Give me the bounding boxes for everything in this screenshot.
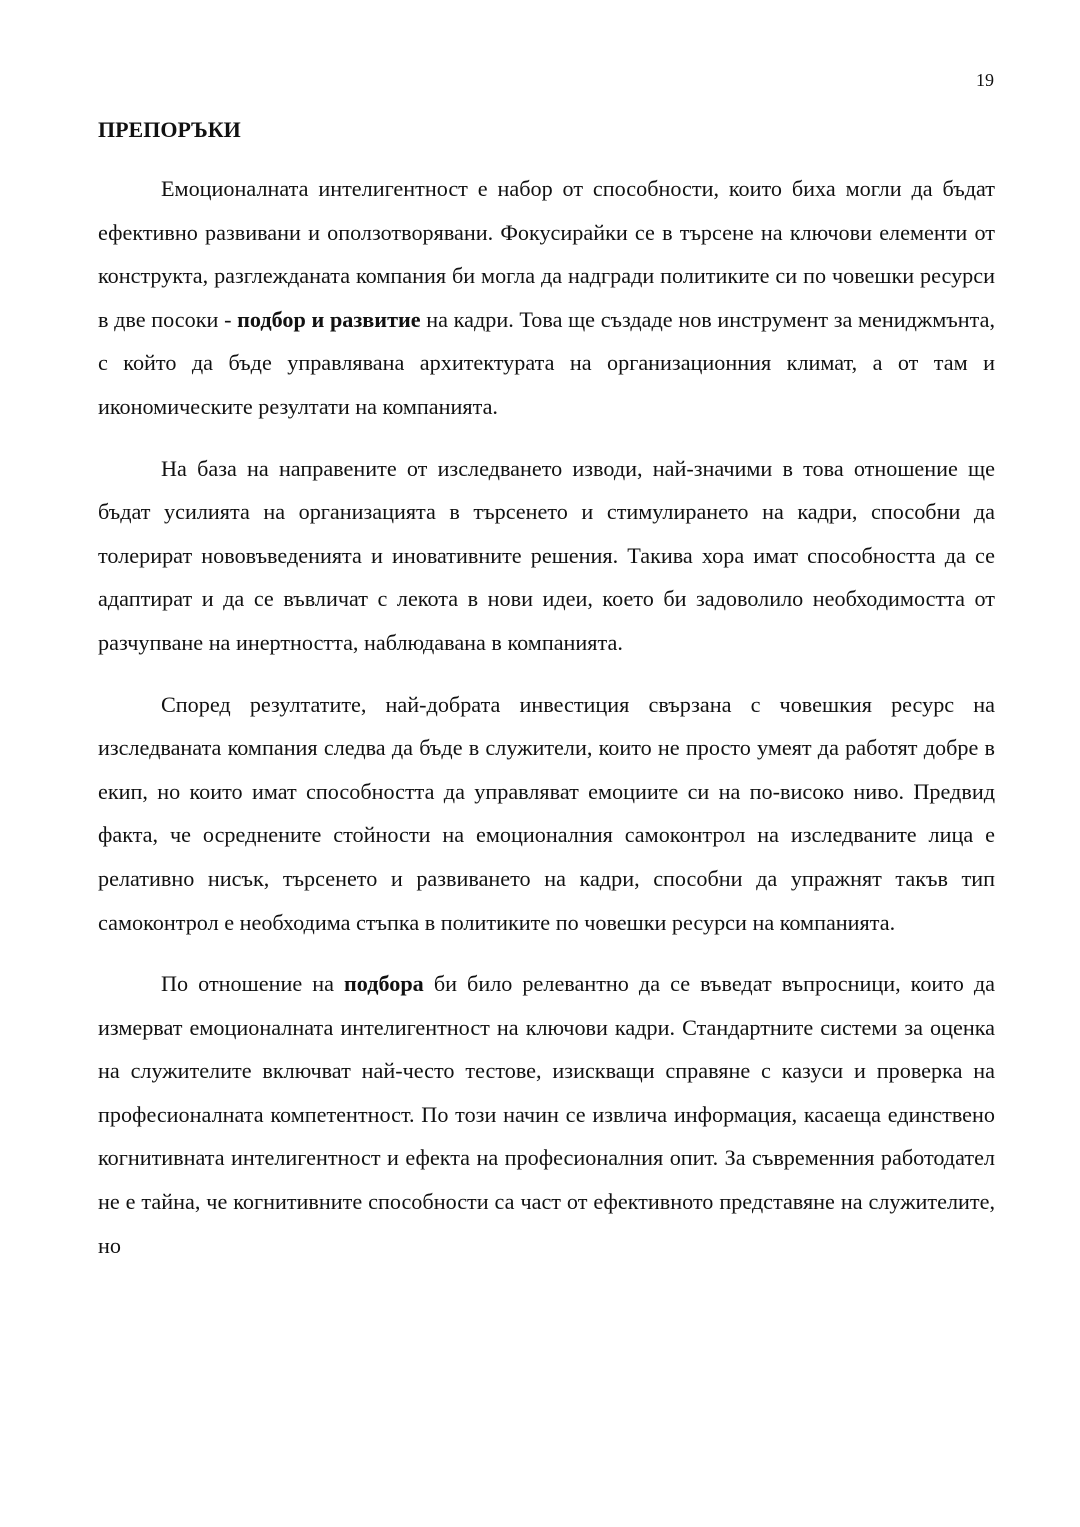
paragraph-1-text-a: Емоционалната интелигентност е набор от способности, които биха могли да бъдат ефективно развивани и оползотворявани. Фокусирайки се в търсене на ключови елементи от конструкта, разглежданата компания би могла да надгради политиките си по човешки ресурси в две посоки - — [98, 176, 995, 332]
body-text — [98, 167, 995, 1285]
section-heading: ПРЕПОРЪКИ — [98, 117, 241, 142]
paragraph-4-text-b: би било релевантно да се въведат въпросници, които да измерват емоционалната интелигентност на ключови кадри. Стандартните системи за оценка на служителите включват най-често тестове, изискващи справяне с казуси и проверка на професионалната компетентност. По този начин се извлича информация, касаеща единствено когнитивната интелигентност и ефекта на професионалния опит. За съвременния работодател не е тайна, че когнитивните способности са част от ефективното представяне на служителите, но — [98, 971, 995, 1258]
paragraph-3-text: Според резултатите, най-добрата инвестиция свързана с човешкия ресурс на изследваната компания следва да бъде в служители, които не просто умеят да работят добре в екип, но които имат способността да управляват емоциите си на по-високо ниво. Предвид факта, че осреднените стойности на емоционалния самоконтрол на изследваните лица е релативно нисък, търсенето и развиването на кадри, способни да упражнят такъв тип самоконтрол е необходима стъпка в политиките по човешки ресурси на компанията. — [98, 691, 995, 935]
paragraph-4-text-a: По отношение на — [161, 971, 344, 997]
page-number: 19 — [976, 70, 994, 90]
paragraph-2 — [98, 447, 995, 665]
paragraph-1-emphasis: подбор и развитие — [237, 306, 421, 332]
paragraph-3 — [98, 683, 995, 945]
paragraph-4-emphasis: подбора — [343, 971, 424, 997]
paragraph-1-text-b: на кадри. Това ще създаде нов инструмент за мениджмънта, с който да бъде управлявана архитектурата на организационния климат, а от там и икономическите резултати на компанията. — [98, 306, 995, 419]
paragraph-4 — [98, 962, 995, 1267]
paragraph-2-text: На база на направените от изследването изводи, най-значими в това отношение ще бъдат усилията на организацията в търсенето и стимулирането на кадри, способни да толерират нововъведенията и иновативните решения. Такива хора имат способността да се адаптират и да се въвличат с лекота в нови идеи, което би задоволило необходимостта от разчупване на инертността, наблюдавана в компанията. — [98, 455, 995, 655]
paragraph-1 — [98, 167, 995, 429]
